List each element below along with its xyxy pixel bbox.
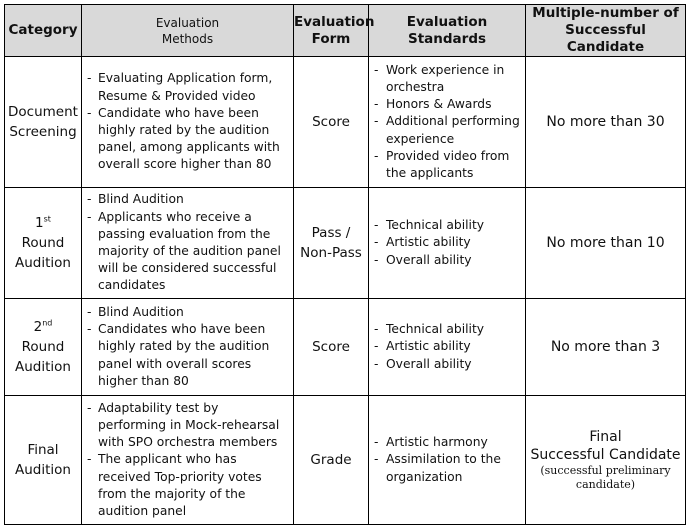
table-row-document-screening [5, 57, 686, 188]
standard-item: - Technical ability [373, 321, 521, 338]
form-line1: Pass / [311, 225, 351, 241]
standard-item: - Technical ability [373, 217, 521, 234]
form-cell: Score [294, 299, 369, 396]
form-cell: Score [294, 57, 369, 188]
category-line3: Audition [15, 359, 71, 375]
method-item: - Blind Audition [86, 191, 289, 208]
header-multiple-line1: Multiple-number of [532, 5, 679, 21]
category-number: 2 [33, 319, 43, 335]
header-evaluation-form [294, 5, 375, 57]
multiple-note: (successful preliminary candidate) [540, 464, 671, 491]
standards-cell [369, 188, 526, 299]
table-row-final-audition [5, 396, 686, 525]
header-evaluation-standards [369, 5, 526, 57]
multiple-cell [526, 396, 686, 525]
methods-cell [82, 188, 294, 299]
header-category: Category [5, 5, 82, 57]
category-cell [5, 188, 82, 299]
header-multiple-line2: Successful Candidate [565, 22, 646, 55]
standard-item: - Work experience in orchestra [373, 62, 521, 96]
methods-cell [82, 57, 294, 188]
header-evaluation-methods [82, 5, 294, 57]
multiple-cell: No more than 30 [526, 57, 686, 188]
standards-cell [369, 57, 526, 188]
standard-item: - Assimilation to the organization [373, 451, 521, 485]
header-form-line2: Form [311, 30, 351, 47]
header-standards-line2: Standards [407, 30, 487, 47]
method-item: - Candidates who have been highly rated by the audition panel with overall scores higher than 80 [86, 321, 289, 390]
category-line1: Final [27, 442, 59, 458]
header-standards-line1: Evaluation [406, 13, 488, 30]
method-item: - Candidate who have been highly rated by the audition panel, among applicants with overall score higher than 80 [86, 105, 289, 174]
standard-item: - Artistic ability [373, 338, 521, 355]
header-methods-line2: Methods [161, 31, 214, 46]
standards-cell [369, 396, 526, 525]
multiple-line1: Final [589, 429, 622, 445]
method-item: - Evaluating Application form, Resume & Provided video [86, 70, 289, 104]
category-line2: Screening [9, 124, 77, 140]
category-line2: Round [21, 339, 65, 355]
standards-cell [369, 299, 526, 396]
form-cell [294, 188, 369, 299]
category-ordinal-suffix: nd [42, 318, 53, 328]
multiple-cell: No more than 10 [526, 188, 686, 299]
multiple-cell: No more than 3 [526, 299, 686, 396]
form-line2: Non-Pass [300, 245, 362, 261]
category-line1: Document [8, 104, 78, 120]
category-line3: Audition [15, 255, 71, 271]
category-cell [5, 299, 82, 396]
category-line2: Audition [15, 462, 71, 478]
header-multiple-number [526, 5, 686, 57]
method-item: - Applicants who receive a passing evaluation from the majority of the audition panel will be considered successful candidates [86, 209, 289, 295]
category-cell [5, 57, 82, 188]
header-methods-line1: Evaluation [155, 15, 220, 30]
standard-item: - Artistic ability [373, 234, 521, 251]
method-item: - Blind Audition [86, 304, 289, 321]
category-cell [5, 396, 82, 525]
category-number: 1 [35, 215, 44, 231]
multiple-line2: Successful Candidate [530, 447, 681, 463]
method-item: - Adaptability test by performing in Mock-rehearsal with SPO orchestra members [86, 400, 289, 452]
methods-cell [82, 299, 294, 396]
table-row-2nd-round [5, 299, 686, 396]
standard-item: - Overall ability [373, 356, 521, 373]
table-row-1st-round [5, 188, 686, 299]
methods-cell [82, 396, 294, 525]
audition-evaluation-table [4, 4, 686, 525]
standard-item: - Overall ability [373, 252, 521, 269]
standard-item: - Provided video from the applicants [373, 148, 521, 182]
header-row [5, 5, 686, 57]
category-line2: Round [21, 235, 65, 251]
standard-item: - Honors & Awards [373, 96, 521, 113]
standard-item: - Artistic harmony [373, 434, 521, 451]
header-form-line1: Evaluation [294, 13, 375, 30]
standard-item: - Additional performing experience [373, 113, 521, 147]
category-ordinal-suffix: st [43, 214, 51, 224]
method-item: - The applicant who has received Top-priority votes from the majority of the audition panel [86, 451, 289, 520]
form-cell: Grade [294, 396, 369, 525]
